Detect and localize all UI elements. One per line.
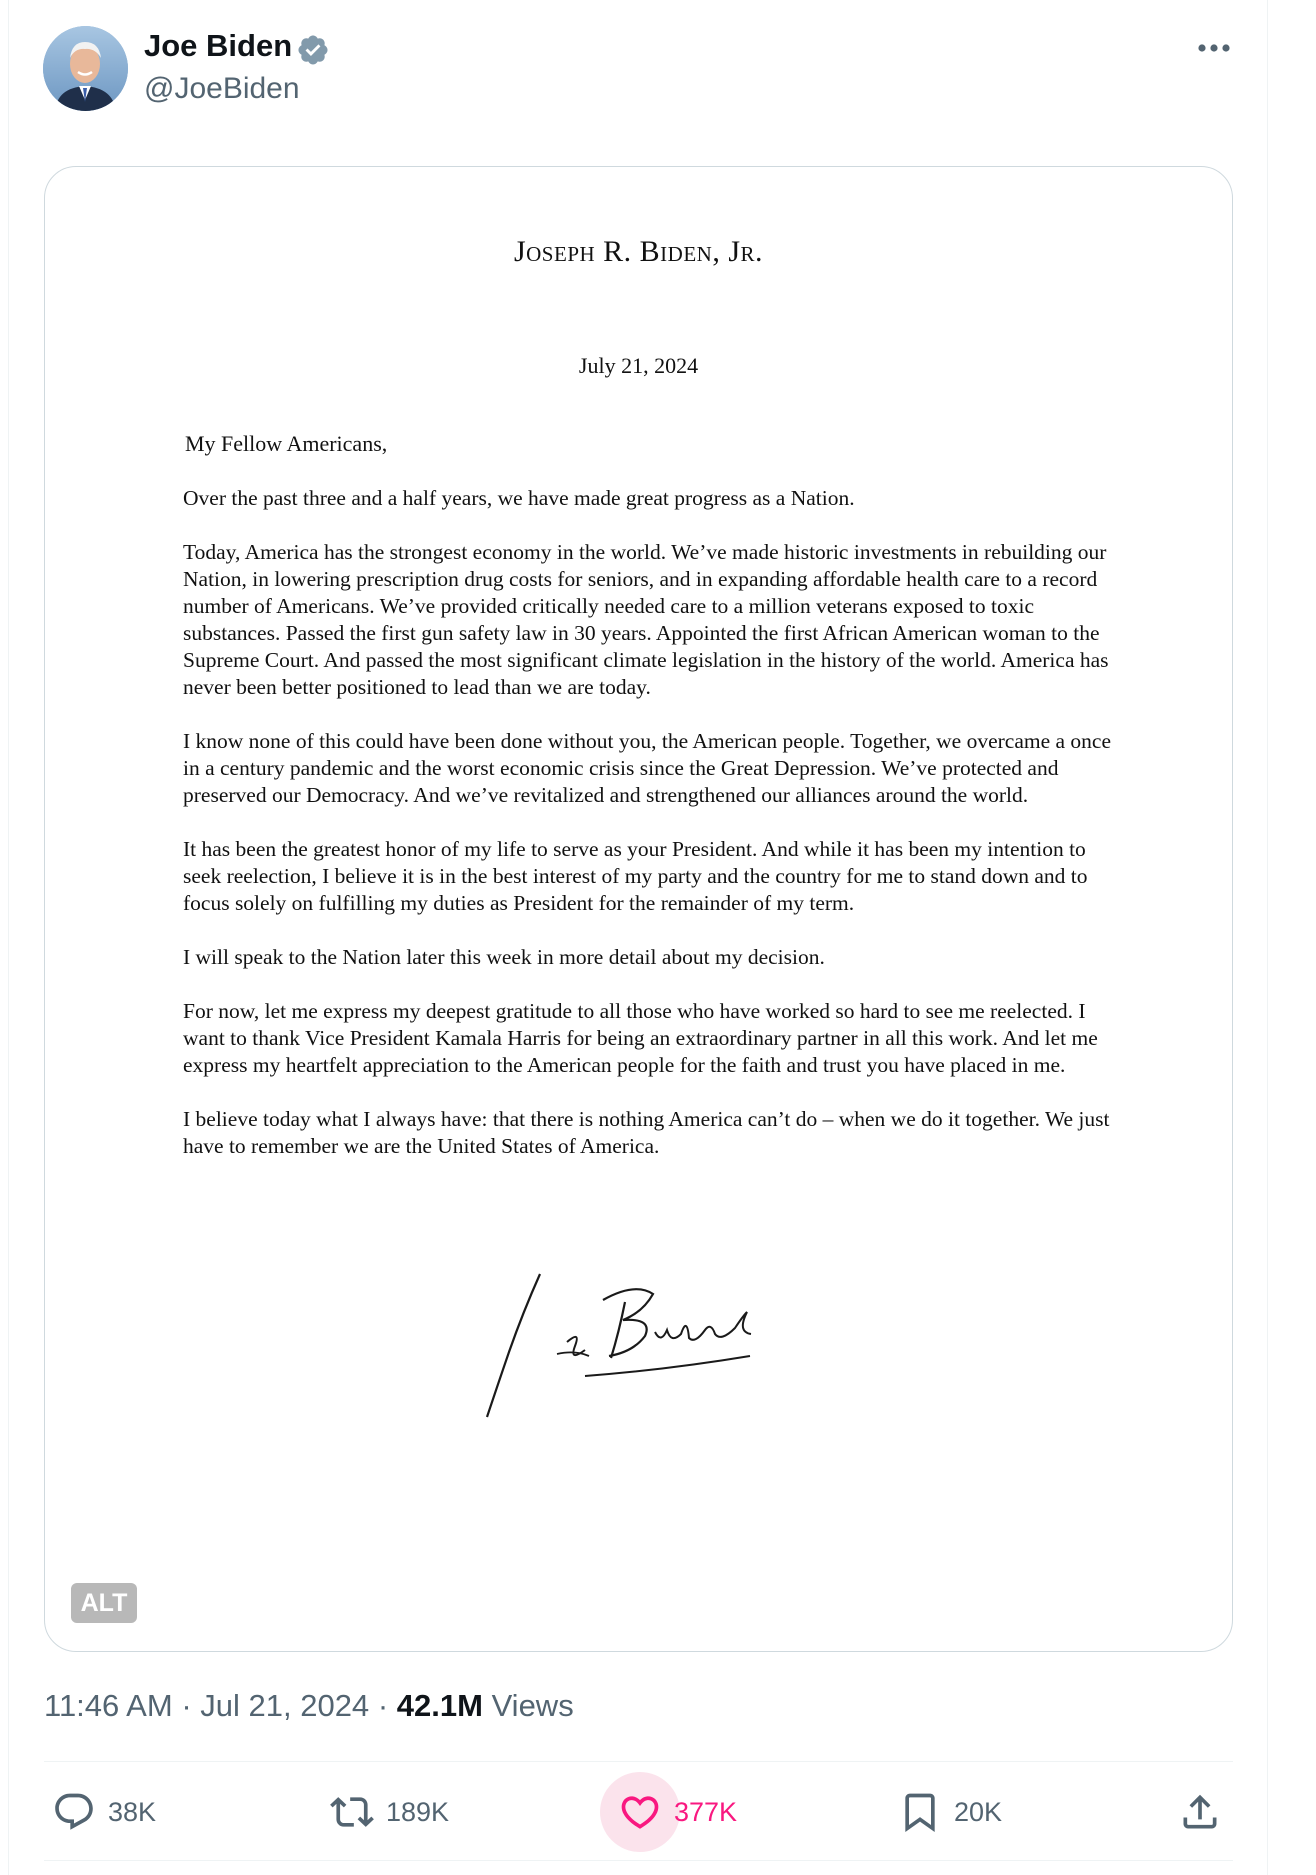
heart-icon xyxy=(618,1790,662,1834)
tweet-date[interactable]: Jul 21, 2024 xyxy=(200,1688,370,1723)
letter-paragraph: Over the past three and a half years, we have made great progress as a Nation. xyxy=(183,486,855,510)
bookmark-count: 20K xyxy=(954,1796,1003,1827)
bookmark-icon xyxy=(898,1790,942,1834)
alt-badge[interactable]: ALT xyxy=(71,1583,137,1623)
avatar[interactable] xyxy=(43,26,128,111)
verified-badge-icon xyxy=(296,33,330,67)
letter-paragraph: Today, America has the strongest economy in the world. We’ve made historic investments in rebuilding our Nation, in lowering prescription drug costs for seniors, and in expanding affordable health care to a record number of Americans. We’ve provided critically needed care to a million veterans exposed to toxic substances. Passed the first gun safety law in 30 years. Appointed the first African American woman to the Supreme Court. And passed the most significant climate legislation in the history of the world. America has never been better positioned to lead than we are today. xyxy=(183,540,1109,699)
like-count: 377K xyxy=(674,1796,738,1827)
repost-icon xyxy=(330,1790,374,1834)
reply-count: 38K xyxy=(108,1796,157,1827)
author-name[interactable]: Joe Biden xyxy=(144,28,293,63)
avatar-photo xyxy=(43,26,128,111)
share-button[interactable] xyxy=(1178,1780,1222,1844)
letterhead: Joseph R. Biden, Jr. xyxy=(513,235,764,268)
tweet-time[interactable]: 11:46 AM xyxy=(44,1688,173,1723)
letter-paragraph: It has been the greatest honor of my life to serve as your President. And while it has been my intention to seek reelection, I believe it is in the best interest of my party and the country for me to stand down and to focus solely on fulfilling my duties as President for the remainder of my term. xyxy=(183,837,1088,915)
reply-icon xyxy=(52,1790,96,1834)
reply-button[interactable] xyxy=(52,1780,156,1844)
bookmark-button[interactable] xyxy=(898,1780,1002,1844)
views-label: Views xyxy=(491,1688,574,1723)
more-icon[interactable] xyxy=(1190,28,1238,68)
letter-paragraph: For now, let me express my deepest gratitude to all those who have worked so hard to see me reelected. I want to thank Vice President Kamala Harris for being an extraordinary partner in all this work. And let me express my heartfelt appreciation to the American people for the faith and trust you have placed in me. xyxy=(183,999,1098,1077)
letter-paragraph: I know none of this could have been done without you, the American people. Together, we overcame a once in a century pandemic and the worst economic crisis since the Great Depression. We’ve protected and preserved our Democracy. And we’ve revitalized and strengthened our alliances around the world. xyxy=(183,729,1112,807)
divider xyxy=(44,1761,1233,1762)
letter-salutation: My Fellow Americans, xyxy=(185,431,388,456)
like-button[interactable] xyxy=(618,1780,737,1844)
tweet-meta xyxy=(44,1688,574,1724)
meta-separator: · xyxy=(181,1688,192,1723)
signature xyxy=(485,1272,845,1422)
author-handle[interactable]: @JoeBiden xyxy=(144,72,300,105)
letter-body xyxy=(183,485,1123,1187)
repost-count: 189K xyxy=(386,1796,450,1827)
meta-separator: · xyxy=(377,1688,389,1723)
letter-paragraph: I will speak to the Nation later this week in more detail about my decision. xyxy=(183,945,825,969)
divider xyxy=(44,1860,1233,1861)
repost-button[interactable] xyxy=(330,1780,449,1844)
views-count[interactable]: 42.1M xyxy=(396,1688,483,1723)
letter-document xyxy=(45,167,1232,1651)
share-icon xyxy=(1178,1790,1222,1834)
media-image[interactable] xyxy=(44,166,1233,1652)
letter-paragraph: I believe today what I always have: that there is nothing America can’t do – when we do it together. We just have to remember we are the United States of America. xyxy=(183,1107,1110,1158)
letter-date: July 21, 2024 xyxy=(578,353,699,378)
